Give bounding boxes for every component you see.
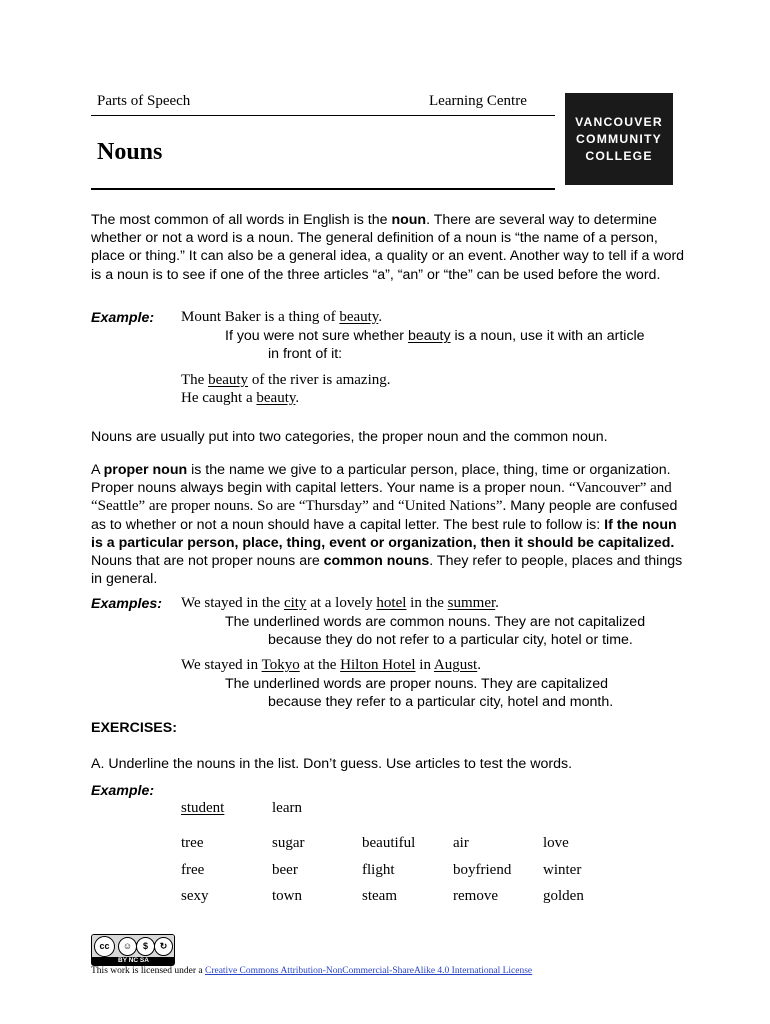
exercises-heading: EXERCISES: bbox=[91, 720, 177, 736]
example-text: . bbox=[295, 390, 300, 406]
note-text: is a noun, use it with an article bbox=[450, 328, 645, 344]
proper-text: Nouns that are not proper nouns are bbox=[91, 553, 324, 570]
intro-text-2: . There are several way to determine whether or not a word is a noun. The general definition of a noun is “the name of a person, place or thing.” It can also be a general idea, a quality or an event. Another way to tell if a word is a noun is to see if one of the three articles “a”, “an” or “the” can be used before the word. bbox=[91, 212, 685, 283]
underlined-noun: beauty bbox=[407, 328, 451, 344]
underlined-noun: summer bbox=[447, 595, 496, 611]
word-cell[interactable]: golden bbox=[543, 888, 584, 904]
license-link[interactable]: Creative Commons Attribution-NonCommercial-ShareAlike 4.0 International License bbox=[204, 966, 533, 976]
word-cell[interactable]: winter bbox=[543, 862, 582, 878]
proper-text: A bbox=[91, 462, 104, 478]
underlined-noun: Tokyo bbox=[261, 657, 300, 673]
sharealike-icon: ↻ bbox=[154, 937, 173, 956]
proper-noun-paragraph bbox=[91, 461, 691, 588]
proper-noun-term: proper noun bbox=[103, 462, 188, 478]
note-text: If you were not sure whether bbox=[225, 328, 408, 344]
proper-text: Many people are confused as to whether or not a noun should have a capital letter. The best rule to follow is: bbox=[91, 498, 678, 533]
word-cell[interactable]: beautiful bbox=[362, 835, 416, 851]
underlined-noun: Hilton Hotel bbox=[340, 657, 416, 673]
cc-badge-labels bbox=[92, 957, 174, 965]
example-text: in bbox=[415, 657, 434, 673]
proper-text: . They refer to people, places and things in general. bbox=[91, 553, 683, 588]
underlined-noun: hotel bbox=[376, 595, 407, 611]
example-text: The bbox=[181, 372, 209, 388]
cc-icon: cc bbox=[94, 936, 115, 957]
header-rule bbox=[91, 115, 555, 116]
word-cell[interactable]: free bbox=[181, 862, 205, 878]
example-label: Example: bbox=[91, 310, 155, 326]
exercise-instruction: A. Underline the nouns in the list. Don’t guess. Use articles to test the words. bbox=[91, 756, 573, 772]
logo-line-3: COLLEGE bbox=[585, 148, 653, 163]
example-sentence bbox=[181, 390, 299, 407]
example-text: of the river is amazing. bbox=[248, 372, 391, 388]
underlined-noun: city bbox=[283, 595, 307, 611]
example-text: at a lovely bbox=[306, 595, 377, 611]
example-sentence bbox=[181, 309, 382, 326]
page-title: Nouns bbox=[97, 139, 163, 165]
categories-paragraph: Nouns are usually put into two categories, the proper noun and the common noun. bbox=[91, 429, 608, 445]
examples-sentence-1 bbox=[181, 595, 499, 612]
common-noun-term: common nouns bbox=[323, 553, 430, 570]
word-cell[interactable]: beer bbox=[272, 862, 298, 878]
license-prefix: This work is licensed under a bbox=[91, 966, 205, 976]
capitalization-rule: If the noun is a particular person, place, thing, event or organization, then it should be capitalized. bbox=[91, 516, 677, 551]
word-cell[interactable]: remove bbox=[453, 888, 498, 904]
exercise-example-word: student bbox=[181, 800, 225, 816]
cc-badge-text: BY NC SA bbox=[118, 957, 149, 964]
underlined-noun: beauty bbox=[208, 372, 249, 388]
examples-note-1a: The underlined words are common nouns. They are not capitalized bbox=[225, 614, 646, 630]
word-cell[interactable]: sexy bbox=[181, 888, 209, 904]
example-sentence bbox=[181, 372, 391, 389]
intro-bold-noun: noun bbox=[391, 212, 427, 228]
example-text: in the bbox=[406, 595, 448, 611]
logo-line-1: VANCOUVER bbox=[575, 114, 663, 129]
examples-note-1b: because they do not refer to a particular city, hotel or time. bbox=[268, 632, 633, 648]
example-text: He caught a bbox=[181, 390, 257, 406]
underlined-noun: August bbox=[433, 657, 478, 673]
proper-text: is the name we give to a particular person, place, thing, time or organization. Proper nouns always begin with capital letters. Your name is a proper noun. bbox=[91, 462, 671, 497]
example-text: Mount Baker is a thing of bbox=[181, 309, 340, 325]
proper-examples: “Vancouver” and “Seattle” are proper nouns. So are “Thursday” and “United Nations”. bbox=[91, 480, 672, 515]
word-cell[interactable]: sugar bbox=[272, 835, 305, 851]
intro-paragraph bbox=[91, 211, 691, 284]
word-cell[interactable]: love bbox=[543, 835, 569, 851]
license-footer bbox=[91, 966, 532, 976]
word-cell[interactable]: flight bbox=[362, 862, 395, 878]
underlined-noun: beauty bbox=[256, 390, 296, 406]
word-cell[interactable]: town bbox=[272, 888, 302, 904]
exercise-example-word: learn bbox=[272, 800, 302, 816]
intro-text-1: The most common of all words in English is the bbox=[91, 212, 392, 228]
example-note-line-2: in front of it: bbox=[268, 346, 343, 362]
word-cell[interactable]: air bbox=[453, 835, 469, 851]
word-cell[interactable]: tree bbox=[181, 835, 204, 851]
cc-license-badge[interactable] bbox=[91, 934, 175, 966]
example-text: We stayed in bbox=[181, 657, 262, 673]
header-section-title: Parts of Speech bbox=[97, 93, 191, 109]
title-rule bbox=[91, 188, 555, 190]
underlined-noun: beauty bbox=[339, 309, 379, 325]
logo-line-2: COMMUNITY bbox=[576, 131, 662, 146]
examples-label: Examples: bbox=[91, 596, 162, 612]
word-cell[interactable]: steam bbox=[362, 888, 397, 904]
example-text: . bbox=[477, 657, 481, 673]
example-note bbox=[225, 328, 645, 344]
example-text: . bbox=[378, 309, 383, 325]
noncommercial-icon: $ bbox=[136, 937, 155, 956]
example-text: . bbox=[495, 595, 499, 611]
header-department: Learning Centre bbox=[429, 93, 527, 109]
examples-sentence-2 bbox=[181, 657, 481, 674]
example-text: at the bbox=[299, 657, 341, 673]
example-text: We stayed in the bbox=[181, 595, 284, 611]
college-logo bbox=[565, 93, 673, 185]
examples-note-2b: because they refer to a particular city, hotel and month. bbox=[268, 694, 614, 710]
exercise-example-label: Example: bbox=[91, 783, 155, 799]
attribution-icon: ☺ bbox=[118, 937, 137, 956]
examples-note-2a: The underlined words are proper nouns. They are capitalized bbox=[225, 676, 609, 692]
word-cell[interactable]: boyfriend bbox=[453, 862, 512, 878]
